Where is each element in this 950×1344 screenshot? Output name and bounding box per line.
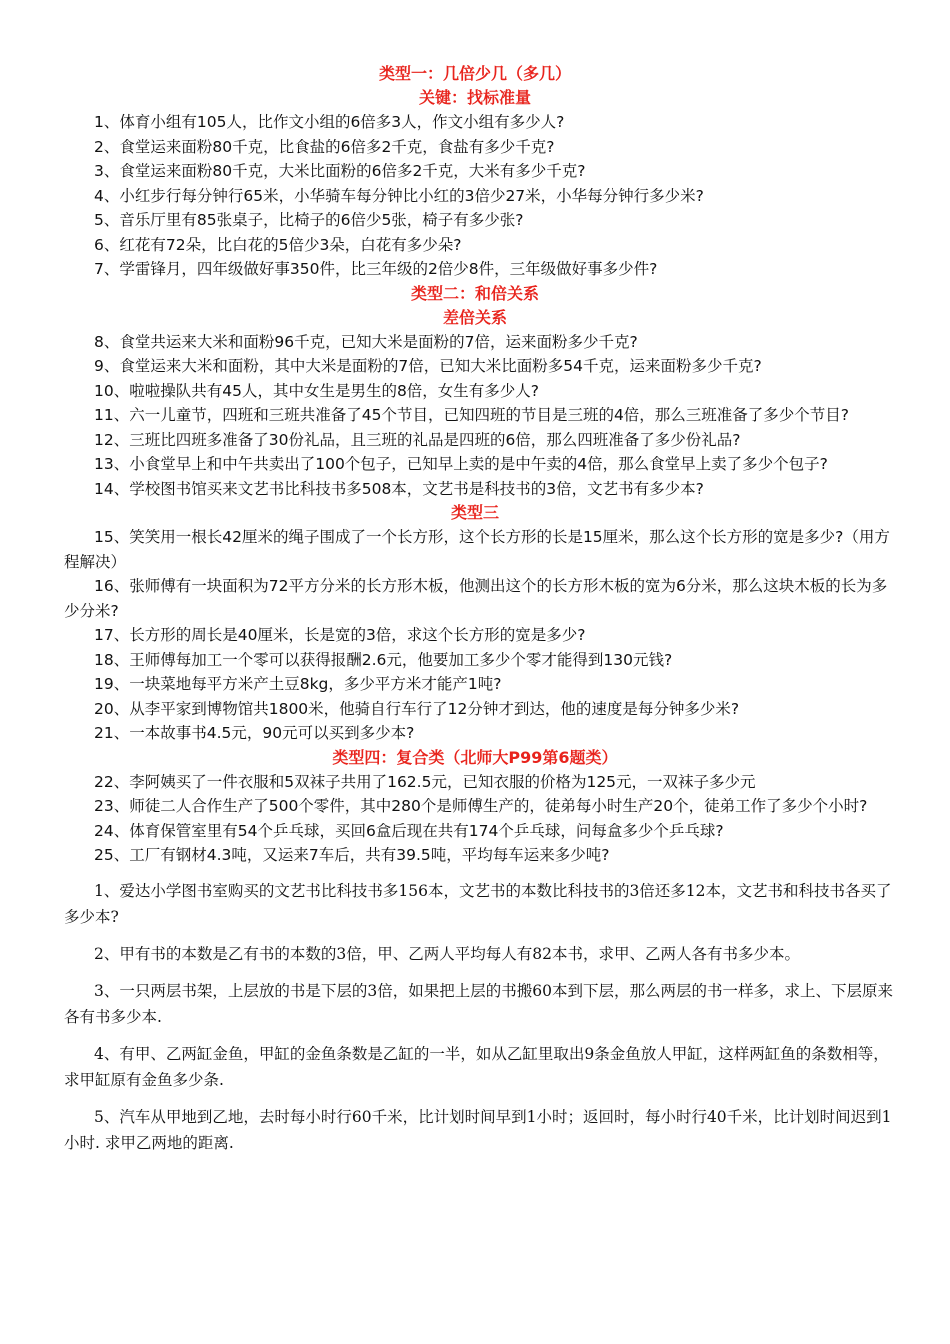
question-20: 20、从李平家到博物馆共1800米，他骑自行车行了12分钟才到达，他的速度是每分钟多少米? <box>94 699 740 718</box>
question-14: 14、学校图书馆买来文艺书比科技书多508本，文艺书是科技书的3倍，文艺书有多少本? <box>94 479 704 498</box>
question-7: 7、学雷锋月，四年级做好事350件，比三年级的2倍少8件，三年级做好事多少件? <box>94 260 658 278</box>
section-title-type-2: 类型二：和倍关系 <box>410 283 539 303</box>
question-15: 15、笑笑用一根长42厘米的绳子围成了一个长方形，这个长方形的长是15厘米，那么这个长方形的宽是多少?（用方程解决） <box>64 528 890 571</box>
section-title-type-3: 类型三 <box>450 503 499 522</box>
question-19: 19、一块菜地每平方米产土豆8kg，多少平方米才能产1吨? <box>94 675 502 693</box>
question-23: 23、师徒二人合作生产了500个零件，其中280个是师傅生产的，徒弟每小时生产20个，徒弟工作了多少个小时? <box>94 797 868 815</box>
document-page <box>0 62 950 1167</box>
question-25: 25、工厂有钢材4.3吨，又运来7车后，共有39.5吨，平均每车运来多少吨? <box>94 846 610 864</box>
question-3: 3、食堂运来面粉80千克，大米比面粉的6倍多2千克，大米有多少千克? <box>94 162 586 180</box>
question-21: 21、一本故事书4.5元，90元可以买到多少本? <box>94 724 415 742</box>
question-18: 18、王师傅每加工一个零可以获得报酬2.6元，他要加工多少个零才能得到130元钱? <box>94 650 673 669</box>
question-1: 1、体育小组有105人，比作文小组的6倍多3人，作文小组有多少人? <box>94 113 565 131</box>
section-title-type-4: 类型四：复合类（北师大P99第6题类） <box>332 747 618 767</box>
question-5: 5、音乐厅里有85张桌子，比椅子的6倍少5张，椅子有多少张? <box>94 211 524 229</box>
extra-question-4: 4、有甲、乙两缸金鱼，甲缸的金鱼条数是乙缸的一半，如从乙缸里取出9条金鱼放人甲缸，这样两缸鱼的条数相等，求甲缸原有金鱼多少条. <box>64 1044 889 1089</box>
section-spacer <box>0 868 950 878</box>
extra-question-5: 5、汽车从甲地到乙地，去时每小时行60千米，比计划时间早到1小时；返回时，每小时行40千米，比计划时间迟到1小时. 求甲乙两地的距离. <box>64 1107 892 1152</box>
question-13: 13、小食堂早上和中午共卖出了100个包子，已知早上卖的是中午卖的4倍，那么食堂早上卖了多少个包子? <box>94 455 828 473</box>
question-24: 24、体育保管室里有54个乒乓球，买回6盒后现在共有174个乒乓球，问每盒多少个乒乓球? <box>94 821 724 840</box>
extra-question-2: 2、甲有书的本数是乙有书的本数的3倍，甲、乙两人平均每人有82本书，求甲、乙两人各有书多少本。 <box>94 944 800 963</box>
question-8: 8、食堂共运来大米和面粉96千克，已知大米是面粉的7倍，运来面粉多少千克? <box>94 332 638 351</box>
question-9: 9、食堂运来大米和面粉，其中大米是面粉的7倍，已知大米比面粉多54千克，运来面粉多少千克? <box>94 357 762 375</box>
question-10: 10、啦啦操队共有45人，其中女生是男生的8倍，女生有多少人? <box>94 381 540 400</box>
question-22: 22、李阿姨买了一件衣服和5双袜子共用了162.5元，已知衣服的价格为125元，一双袜子多少元 <box>94 772 756 791</box>
section-subtitle-key: 关键：找标准量 <box>418 88 531 107</box>
section-title-type-1: 类型一：几倍少几（多几） <box>378 64 571 83</box>
question-16: 16、张师傅有一块面积为72平方分米的长方形木板，他测出这个的长方形木板的宽为6分米，那么这块木板的长为多少分米? <box>64 577 888 620</box>
extra-question-3: 3、一只两层书架，上层放的书是下层的3倍，如果把上层的书搬60本到下层，那么两层的书一样多，求上、下层原来各有书多少本. <box>64 981 893 1026</box>
question-4: 4、小红步行每分钟行65米，小华骑车每分钟比小红的3倍少27米，小华每分钟行多少米? <box>94 186 704 205</box>
question-6: 6、红花有72朵，比白花的5倍少3朵，白花有多少朵? <box>94 235 462 254</box>
extra-question-1: 1、爱达小学图书室购买的文艺书比科技书多156本，文艺书的本数比科技书的3倍还多12本，文艺书和科技书各买了多少本? <box>64 881 892 926</box>
section-subtitle-difference: 差倍关系 <box>442 307 507 327</box>
question-11: 11、六一儿童节，四班和三班共准备了45个节目，已知四班的节目是三班的4倍，那么三班准备了多少个节目? <box>94 406 850 424</box>
question-2: 2、食堂运来面粉80千克，比食盐的6倍多2千克，食盐有多少千克? <box>94 137 555 156</box>
question-12: 12、三班比四班多准备了30份礼品，且三班的礼品是四班的6倍，那么四班准备了多少份礼品? <box>94 430 741 449</box>
question-17: 17、长方形的周长是40厘米，长是宽的3倍，求这个长方形的宽是多少? <box>94 626 586 644</box>
